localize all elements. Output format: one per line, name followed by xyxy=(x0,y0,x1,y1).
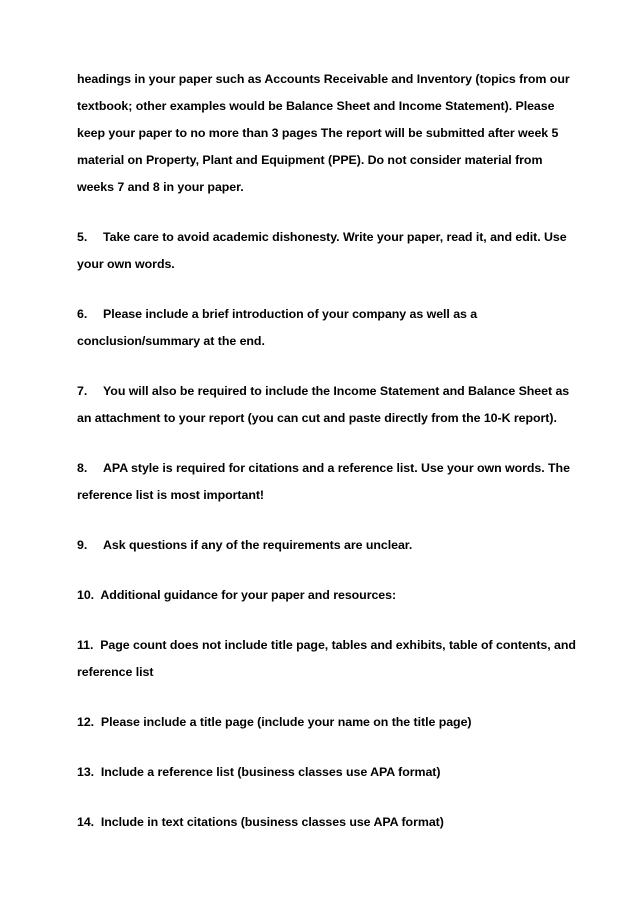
item-number: 10. xyxy=(77,588,95,602)
text-line xyxy=(77,759,577,786)
item-number: 13. xyxy=(77,765,95,779)
text-line xyxy=(77,582,577,609)
text-line: reference list is most important! xyxy=(77,488,265,502)
item-text: Take care to avoid academic dishonesty. Write your paper, read it, and edit. Use xyxy=(103,230,567,244)
text-line xyxy=(77,532,577,559)
paragraph-continued-instructions xyxy=(77,66,577,201)
list-item-11 xyxy=(77,632,577,686)
text-line: textbook; other examples would be Balance Sheet and Income Statement). Please xyxy=(77,99,555,113)
item-number: 6. xyxy=(77,307,88,321)
text-line: weeks 7 and 8 in your paper. xyxy=(77,180,244,194)
item-text: Ask questions if any of the requirements are unclear. xyxy=(103,538,413,552)
item-number: 11. xyxy=(77,638,94,652)
text-line xyxy=(77,224,577,251)
list-item-10 xyxy=(77,582,577,609)
item-text: You will also be required to include the Income Statement and Balance Sheet as xyxy=(103,384,570,398)
item-number: 5. xyxy=(77,230,88,244)
text-line: reference list xyxy=(77,665,154,679)
text-line xyxy=(77,632,577,659)
list-item-6 xyxy=(77,301,577,355)
text-line xyxy=(77,301,577,328)
item-text: Please include a title page (include your name on the title page) xyxy=(100,715,472,729)
list-item-14 xyxy=(77,809,577,836)
item-text: Include in text citations (business classes use APA format) xyxy=(100,815,444,829)
item-number: 8. xyxy=(77,461,88,475)
text-line: an attachment to your report (you can cut and paste directly from the 10-K report). xyxy=(77,411,557,425)
item-number: 7. xyxy=(77,384,88,398)
text-line xyxy=(77,809,577,836)
item-text: Additional guidance for your paper and resources: xyxy=(100,588,397,602)
list-item-7 xyxy=(77,378,577,432)
text-line xyxy=(77,455,577,482)
list-item-13 xyxy=(77,759,577,786)
list-item-9 xyxy=(77,532,577,559)
text-line xyxy=(77,378,577,405)
list-item-12 xyxy=(77,709,577,736)
text-line xyxy=(77,709,577,736)
item-text: Include a reference list (business classes use APA format) xyxy=(100,765,441,779)
text-line: conclusion/summary at the end. xyxy=(77,334,265,348)
item-text: Please include a brief introduction of your company as well as a xyxy=(103,307,478,321)
item-number: 9. xyxy=(77,538,88,552)
item-number: 12. xyxy=(77,715,95,729)
item-text: Page count does not include title page, tables and exhibits, table of contents, and xyxy=(100,638,576,652)
text-line: keep your paper to no more than 3 pages The report will be submitted after week 5 xyxy=(77,126,559,140)
text-line: your own words. xyxy=(77,257,175,271)
item-text: APA style is required for citations and a reference list. Use your own words. The xyxy=(103,461,570,475)
item-number: 14. xyxy=(77,815,95,829)
list-item-5 xyxy=(77,224,577,278)
text-line: material on Property, Plant and Equipment (PPE). Do not consider material from xyxy=(77,153,543,167)
document-body xyxy=(77,66,577,859)
text-line: headings in your paper such as Accounts Receivable and Inventory (topics from our xyxy=(77,72,570,86)
list-item-8 xyxy=(77,455,577,509)
